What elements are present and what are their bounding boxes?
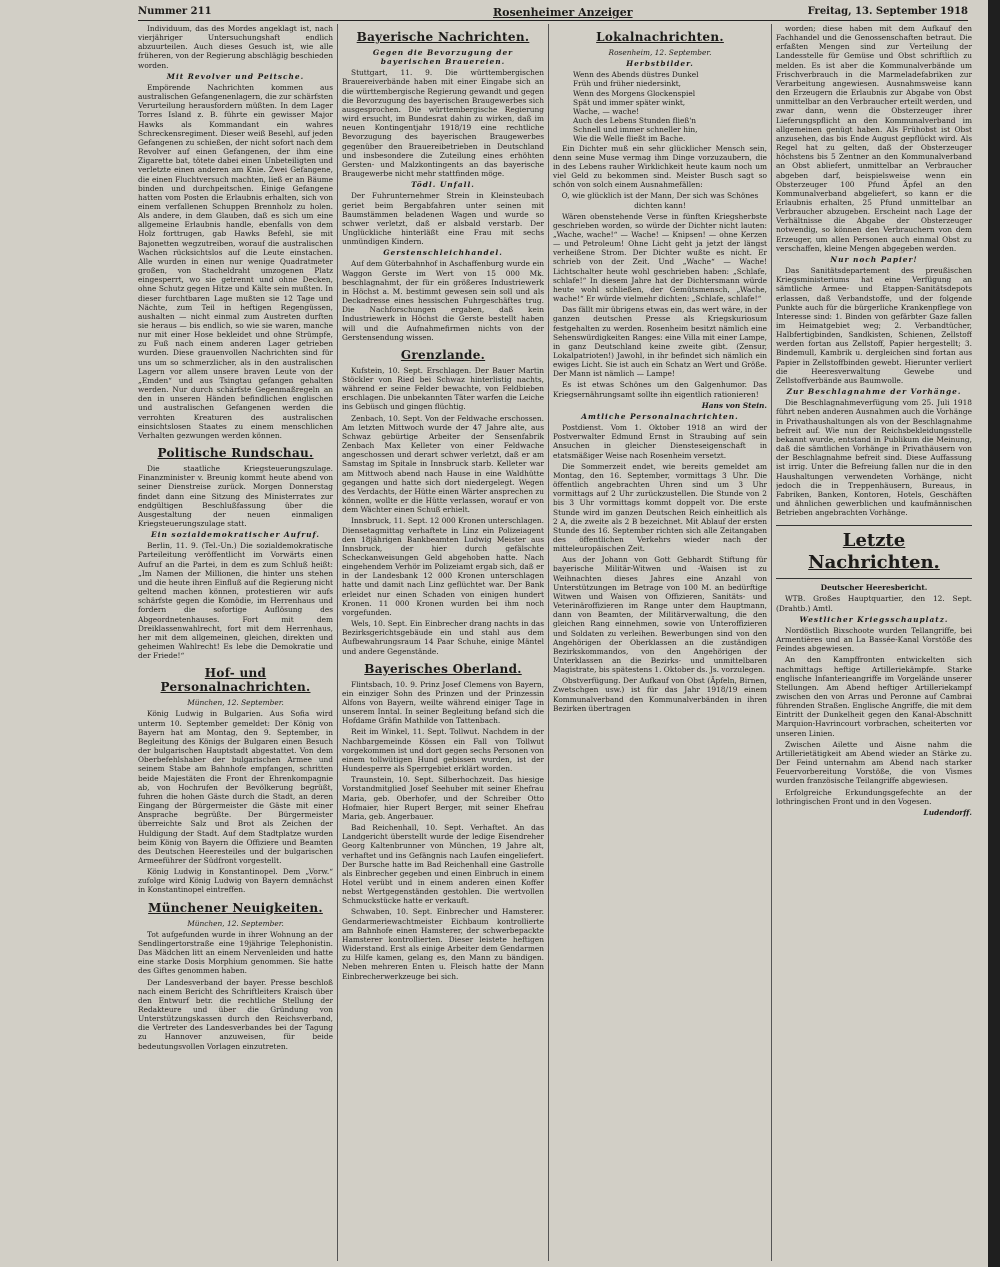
masthead-rule — [138, 20, 968, 21]
article-title: Amtliche Personalnachrichten. — [581, 411, 739, 421]
article-text: Postdienst. Vom 1. Oktober 1918 an wird der Postverwalter Edmund Ernst in Straubing auf sein Ansuchen in gleicher Diensteseigenschaft in etatsmäßiger Weise nach Rosenheim versetzt. — [553, 423, 767, 460]
article-text: Kufstein, 10. Sept. Erschlagen. Der Bauer Martin Stöckler von Ried bei Schwaz hinterlistig nachts, während er seine Felder bewachte, von Feldbieben erschlagen. Die unbekannten Täter warfen die Leiche ins Gebüsch und gingen flüchtig. — [342, 365, 544, 412]
poem-line: Schnell und immer schneller hin, — [573, 125, 698, 135]
article-title: Zur Beschlagnahme der Vorhänge. — [786, 387, 962, 397]
page-edge-shadow — [988, 0, 1000, 1267]
article-text: Auf dem Güterbahnhof in Aschaffenburg wurde ein Waggon Gerste im Wert von 15 000 Mk. beschlagnahmt, der für ein größeres Industriewerk in Höchst a. M. bestimmt gewesen sein soll und als Deckadresse eines hessischen Fuhrgeschäftes trug. Die Nachforschungen ergaben, daß kein Industriewerk in Höchst die Gerste bestellt haben will und die Aufnahmefirmen nichts von der Gerstensendung wissen. — [342, 259, 544, 342]
dateline: Rosenheim, 12. September. — [608, 48, 712, 57]
article-text: Zenbach, 10. Sept. Von der Feldwache erschossen. Am letzten Mittwoch wurde der 47 Jahre alte, aus Schwaz gebürtige Arbeiter der Sensenfabrik Zenbach Max Kelleter von einer Feldwache angeschossen und derart schwer verletzt, daß er am Samstag im Spitale in Innsbruck starb. Kelleter war am Mittwoch abend nach Hause in eine Waldhütte gegangen und hatte sich dort niedergelegt. Wegen des Verdachts, der Hütte einen Wärter ansprechen zu können, wollte er die Hütte verlassen, worauf er von dem Wächter einen Schuß erhielt. — [342, 413, 544, 515]
column-divider — [548, 24, 549, 1261]
article-text: Der Fuhrunternehmer Strein in Kleinsteubach geriet beim Bergabfahren unter seinen mit Baumstämmen beladenen Wagen und wurde so schwer verletzt, daß er alsbald verstarb. Der Unglückliche hinterläßt eine Frau mit sechs unmündigen Kindern. — [342, 191, 544, 247]
issue-number: Nummer 211 — [138, 6, 212, 17]
article-text: König Ludwig in Konstantinopel. Dem „Vorw.“ zufolge wird König Ludwig von Bayern demnächst in Konstantinopel eintreffen. — [138, 867, 333, 895]
poem-line: Wenn des Morgens Glockenspiel — [573, 88, 696, 98]
issue-date: Freitag, 13. September 1918 — [807, 6, 968, 17]
poem-line: Früh und früher niedersinkt, — [573, 79, 682, 89]
article-text: Das fällt mir übrigens etwas ein, das wert wäre, in der ganzen deutschen Presse als Kriegskuriosum festgehalten zu werden. Rosenheim besitzt nämlich eine Sehenswürdigkeiten Ranges: eine Villa mit einer Lampe, in ganz Deutschland keine zweite gibt. (Zensur, Lokalpatrioten!) Jawohl, in ihr befindet sich nämlich ein ewiges Licht. Sie ist auch ein Schatz an Wert und Größe. Der Mann ist nämlich — Lampe! — [553, 305, 767, 379]
section-heading: Bayerische Nachrichten. — [356, 30, 530, 44]
poem-line: Wache, — wache! — [573, 106, 640, 116]
article-text: Bad Reichenhall, 10. Sept. Verhaftet. An das Landgericht überstellt wurde der ledige Eisendreher Georg Kaltenbrunner von München, 19 Jahre alt, verhaftet und ins Gefängnis nach Laufen eingeliefert. Der Bursche hatte im Bad Reichenhall eine Gastrolle als Einbrecher gegeben und einen Einbruch in einem Hotel verübt und in einem anderen einen Koffer nebst Wertgegenständen gestohlen. Die wertvollen Schmuckstücke hatte er verkauft. — [342, 823, 544, 906]
poem-line: Spät und immer später winkt, — [573, 97, 686, 107]
article-text: An den Kampffronten entwickelten sich nachmittags heftige Artilleriekämpfe. Starke englische Infanterieangriffe im Vorgelände unserer Stellungen. Am Abend heftiger Artilleriekampf zwischen den von Arras und Peronne auf Cambrai führenden Straßen. Englische Angriffe, die mit dem Eintritt der Dunkelheit gegen den Kanal-Abschnitt Marquion-Havrincourt vorbrachen, scheiterten vor unseren Linien. — [776, 655, 972, 738]
masthead — [138, 3, 968, 21]
article-title: Westlicher Kriegsschauplatz. — [799, 614, 949, 624]
article-text: Das Sanitätsdepartement des preußischen Kriegsministeriums hat eine Verfügung an sämtliche Armee- und Etappen-Sanitätsdepots erlassen, daß Verbandstoffe, und der folgende Punkte auch für die bürgerliche Krankenpflege von Interesse sind: 1. Binden von gefärbter Gaze fallen im Heimatgebiet weg; 2. Verbandtücher, Halbfertigbinden, Sandkisten, Schienen, Zellstoff werden fortan aus Zellstoff, Papier hergestellt; 3. Bindemull, Kambrik u. dergleichen sind fortan aus Papier in Zellstoffbinden gewebt. Hierunter verliert die Heeresverwaltung Gewebe und Zellstoffverbände aus Baumwolle. — [776, 266, 972, 385]
article-text: Nordöstlich Bixschoote wurden Tellangriffe, bei Armentières und an La Bassée-Kanal Vorstöße des Feindes abgewiesen. — [776, 625, 972, 654]
newspaper-name: Rosenheimer Anzeiger — [493, 6, 633, 19]
report-title: Deutscher Heeresbericht. — [820, 583, 928, 593]
article-title: Tödl. Unfall. — [411, 180, 475, 190]
article-text: Individuum, das des Mordes angeklagt ist, nach vierjähriger Untersuchungshaft endlich abzuurteilen. Auch dieses Gesuch ist, wie alle früheren, von der Regierung abschlägig beschieden worden. — [138, 24, 333, 70]
article-text: Die Beschlagnahmeverfügung vom 25. Juli 1918 führt neben anderen Ausnahmen auch die Vorhänge in Privathaushaltungen als von der Beschlagnahme befreit auf. Wie nun der Reichsbekleidungsstelle bekannt wurde, entstand in Publikum die Meinung, daß die sämtlichen Vorhänge in Privathäusern von der Beschlagnahme befreit sind. Diese Auffassung ist irrig. Unter die Befreiung fallen nur die in den Haushaltungen verwendeten Vorhänge, nicht jedoch die in Treppenhäusern, Bureaus, in Fabriken, Banken, Kontoren, Hotels, Geschäften und ähnlichen gewerblichen und kaufmännischen Betrieben angebrachten Vorhänge. — [776, 398, 972, 518]
article-title: Herbstbilder. — [626, 59, 694, 69]
article-text: Es ist etwas Schönes um den Galgenhumor. Das Kriegsernährungsamt sollte ihn eigentlich rationieren! — [553, 380, 767, 399]
article-title: Gerstenschleichhandel. — [383, 248, 503, 258]
column-3 — [553, 24, 767, 1261]
article-text: König Ludwig in Bulgarien. Aus Sofia wird unterm 10. September gemeldet: Der König von Bayern hat am Montag, den 9. September, in Begleitung des Königs der Bulgaren einen Besuch der bulgarischen Hauptstadt abgestattet. Von dem Oberbefehlshaber der bulgarischen Armee und seinem Stabe am Bahnhofe empfangen, schritten beide Majestäten die Front der Ehrenkompagnie ab, von Hochrufen der Bevölkerung begrüßt, fuhren die hohen Gäste durch die Stadt, an deren Eingang der Bürgermeister die Gäste mit einer Ansprache begrüßte. Der Bürgermeister überreichte Salz und Brot als Zeichen der Huldigung der Stadt. Auf dem Stadtplatze wurden beim König von Bayern die Offiziere und Beamten des Deutschen Heeresteiles und der bulgarischen Armeeführer der Südfront vorgestellt. — [138, 709, 333, 865]
article-text: Ein Dichter muß ein sehr glücklicher Mensch sein, denn seine Muse vermag ihm Dinge vorzuzaubern, die in des Lebens rauher Wirklichkeit heute kaum noch um viel Geld zu bekommen sind. Meister Busch sagt so schön von solch einem Ausnahmefällen: — [553, 143, 767, 190]
section-heading: Münchener Neuigkeiten. — [148, 900, 323, 915]
article-text: Reit im Winkel, 11. Sept. Tollwut. Nachdem in der Nachbargemeinde Kössen ein Fall von Tollwut vorgekommen ist und dort gegen sechs Personen von einem tollwütigen Hund gebissen wurden, ist der Hundesperre als Sperrgebiet erklärt worden. — [342, 727, 544, 774]
poem-line: Auch des Lebens Stunden fließ'n — [573, 116, 697, 126]
article-text: Flintsbach, 10. 9. Prinz Josef Clemens von Bayern, ein einziger Sohn des Prinzen und der Prinzessin Alfons von Bayern, weilte während einiger Tage in unserem Inntal. In seiner Begleitung befand sich die Hofdame Gräfin Mathilde von Tattenbach. — [342, 679, 544, 726]
poem — [553, 70, 767, 143]
article-title: Ein sozialdemokratischer Aufruf. — [151, 530, 320, 540]
article-text: Wären obenstehende Verse in fünften Kriegsherbste geschrieben worden, so würde der Dichter nicht lauten: „Wache, wache!“ — Wache! — Knipsen! — ohne Kerzen — und Petroleum! Ohne Licht geht ja jetzt der längst verheißene Strom. Der Dichter wußte es nicht. Er schrieb von der Zeit. Und „Wache“ — Wache! Lichtschalter heute wohl geschrieben haben: „Schlafe, schlafe!“ In diesem Jahre hat der Dichtersmann würde heute wohl schließen, der Gemütsmensch, „Wache, wache!“ Er würde vielmehr dichten: „Schlafe, schlafe!“ — [553, 211, 767, 304]
section-heading: Bayerisches Oberland. — [364, 661, 522, 676]
article-text: Aus der Johann von Gott Gebhardt Stiftung für bayerische Militär-Witwen und -Waisen ist zu Weihnachten dieses Jahres eine Anzahl von Unterstützungen im Betrage von 100 M. an bedürftige Witwen und Waisen von Offizieren, Sanitäts- und Veterinäroffizieren im Range unter dem Hauptmann, dann von Beamten, der Militärverwaltung, die den gleichen Rang einnehmen, sowie von Unteroffizieren und Soldaten zu verleihen. Bewerbungen sind von den Angehörigen der Oberklassen an die zuständigen Bezirkskommandos, von den Angehörigen der Unterklassen an die Bezirks- und unmittelbaren Magistrate, bis spätestens 1. Oktober ds. Js. vorzulegen. — [553, 555, 767, 675]
latest-news-heading: Letzte Nachrichten. — [776, 525, 972, 579]
article-text: Obstverfügung. Der Aufkauf von Obst (Äpfeln, Birnen, Zwetschgen usw.) ist für das Jahr 1918/19 einem Kommunalverband den Kommunalverbänden in ihren Bezirken übertragen — [553, 676, 767, 713]
section-heading: Lokalnachrichten. — [596, 30, 724, 44]
article-text: Der Landesverband der bayer. Presse beschloß nach einem Bericht des Schriftleiters Kraisch über den Entwurf betr. die rechtliche Stellung der Redakteure und über die Gründung von Unterstützungskassen durch den Reichsverband, die Vertreter des Landesverbandes bei der Tagung zu Hannover anzuweisen, für beide bedeutungsvollen Vorlagen einzutreten. — [138, 977, 333, 1051]
column-divider — [337, 24, 338, 1261]
column-1 — [138, 24, 333, 1261]
article-text: Die staatliche Kriegsteuerungszulage. Finanzminister v. Breunig kommt heute abend von seiner Dienstreise zurück. Morgen Donnerstag findet dann eine Sitzung des Ministerrates zur endgültigen Beschlußfassung über die Ausgestaltung der neuen einmaligen Kriegsteuerungszulage statt. — [138, 464, 333, 528]
article-text: Empörende Nachrichten kommen aus australischen Gefangenenlagern, die zur schärfsten Verurteilung herausfordern müßten. In dem Lager Torres Island z. B. führte ein gewisser Major Hawks als Kommandant ein wahres Schreckensregiment. Dieser weiß Besehl, auf jeden Gefangenen zu schießen, der nicht sofort nach dem Revolver auf einen Gefangenen, der ihm eine Zigarette bat, tötete dabei einen Unbeteiligten und verletzte einen anderen am Knie. Zwei Gefangene, die einen Fluchtversuch machten, ließ er an Bäume binden und durchpeitschen. Einige Gefangene hatten vom Posten die Erlaubnis erhalten, sich von einem verfallenen Schuppen Brennholz zu holen. Als andere, in dem Glauben, daß es sich um eine allgemeine Erlaubnis handle, ebenfalls von dem Holz forttrugen, gab Hawks Befehl, sie mit Bajonetten wegzutreiben, worauf die australischen Wachen rücksichtslos auf die Leute einstachen. Alle wurden in einen nur wenige Quadratmeter großen, von Stacheldraht umzogenen Platz eingesperrt, wo sie getrennt und ohne Decken, ohne Schutz gegen Hitze und Kälte sein mußten. In dieser furchtbaren Lage mußten sie 12 Tage und Nächte, zum Teil in heftigen Regengüssen, aushalten — nicht einmal zum Austreten durften sie heraus — bis endlich, so wie sie waren, manche nur mit einer Hose bekleidet und ohne Strümpfe, zu Fuß nach einem anderen Lager getrieben wurden. Diese grauenvollen Nachrichten sind für uns um so schmerzlicher, als in den australischen Lagern vor allem unsere braven Leute von der „Emden“ und aus Tsingtau gefangen gehalten werden. Nur durch schärfste Gegenmaßregeln an den in unseren Händen befindlichen englischen und australischen Gefangenen werden die verrohten Kreaturen des australischen einsichtslosen Staates zu einem menschlichen Verhalten gezwungen werden können. — [138, 82, 333, 440]
column-2 — [342, 24, 544, 1261]
article-title: Mit Revolver und Peitsche. — [166, 71, 305, 81]
dateline: München, 12. September. — [187, 918, 284, 928]
section-heading: Grenzlande. — [400, 347, 486, 362]
verse: O, wie glücklich ist der Mann, Der sich was Schönes dichten kann! — [561, 191, 759, 210]
article-text: Die Sommerzeit endet, wie bereits gemeldet am Montag, den 16. September, vormittags 3 Uhr. Die öffentlich angebrachten Uhren sind um 3 Uhr vormittags auf 2 Uhr zurückzustellen. Die Stunde von 2 bis 3 Uhr vormittags kommt doppelt vor. Die erste Stunde wird im ganzen Deutschen Reich einheitlich als 2 A, die zweite als 2 B bezeichnet. Mit Ablauf der ersten Stunde des 16. September richten sich alle Zeitangaben des öffentlichen Verkehrs wieder nach der mitteleuropäischen Zeit. — [553, 461, 767, 554]
article-text: worden; diese haben mit dem Aufkauf den Fachhandel und die Genossenschaften betraut. Die erfaßten Mengen sind zur Verteilung der Landesstelle für Gemüse und Obst schriftlich zu melden. Es ist aber die Kommunalverbände um Frischverbrauch in die Marmeladefabriken zur Verarbeitung angewiesen. Ausnahmsweise kann den Erzeugern die Erlaubnis zur Abgabe von Obst unmittelbar an den Verbraucher erteilt werden, und zwar dann, wenn die Obsterzeuger ihrer Lieferungspflicht an den Kommunalverband im allgemeinen genügt haben. Als Frühobst ist Obst anzusehen, das bis Ende August gepflückt wird. Als Regel hat zu gelten, daß der Obsterzeuger höchstens bis 5 Zentner an den Kommunalverband an Obst abliefert, unmittelbar an Verbraucher abgeben darf, beispielsweise wenn ein Obsterzeuger 100 Pfund Äpfel an den Kommunalverband abgeliefert, so kann er die Erlaubnis erhalten, 25 Pfund unmittelbar an Verbraucher abzugeben. Erscheint nach Lage der Verhältnisse die Abgabe der Obsterzeuger notwendig, so können den Verbrauchern von dem Erzeuger, um allen Personen auch einmal Obst zu verschaffen, kleine Mengen abgegeben werden. — [776, 24, 972, 253]
article-text: Erfolgreiche Erkundungsgefechte an der lothringischen Front und in den Vogesen. — [776, 787, 972, 806]
article-text: Stuttgart, 11. 9. Die württembergischen Brauereiverbände haben mit einer Eingabe sich an die württembergische Regierung gewandt und gegen die Bevorzugung des bayerischen Braugewerbes sich ausgesprochen. Die württembergische Regierung wird ersucht, im Bundesrat dahin zu wirken, daß im neuen Kontingentjahr 1918/19 eine rechtliche Bevorzugung des bayerischen Braugewerbes gegenüber den Brauereibetrieben in Deutschland und insbesondere die Zuteilung eines erhöhten Gersten- und Malzkontingents an das bayerische Braugewerbe nicht mehr stattfinden möge. — [342, 68, 544, 179]
author-signature: Ludendorff. — [923, 807, 972, 817]
report-dateline: WTB. Großes Hauptquartier, den 12. Sept. (Drahtb.) Amtl. — [776, 594, 972, 613]
author-signature: Hans von Stein. — [701, 400, 767, 410]
article-text: Tot aufgefunden wurde in ihrer Wohnung an der Sendlingertorstraße eine 19jährige Telephonistin. Das Mädchen litt an einem Nervenleiden und hatte eine starke Dosis Morphium genommen. Sie hatte des Giftes genommen haben. — [138, 929, 333, 976]
article-text: Wels, 10. Sept. Ein Einbrecher drang nachts in das Bezirksgerichtsgebäude ein und stahl aus dem Aufbewahrungsraum 14 Paar Schuhe, einige Mäntel und andere Gegenstände. — [342, 619, 544, 656]
article-text: Innsbruck, 11. Sept. 12 000 Kronen unterschlagen. Diensetagmittag verhaftete in Linz ein Polizeiagent den 18jährigen Bankbeamten Ludwig Meister aus Innsbruck, der hier durch gefälschte Scheckanweisungen Geld abgehoben hatte. Nach eingehendem Verhör im Polizeiamt ergab sich, daß er in der Landesbank 12 000 Kronen unterschlagen hatte und damit nach Linz geflüchtet war. Der Bank erleidet nur einen Schaden von einigen hundert Kronen. 11 000 Kronen wurden bei ihm noch vorgefunden. — [342, 516, 544, 617]
column-divider — [771, 24, 772, 1261]
article-title: Gegen die Bevorzugung der bayerischen Brauereien. — [372, 48, 514, 67]
article-text: Zwischen Ailette und Aisne nahm die Artillerietätigkeit am Abend wieder an Stärke zu. Der Feind unternahm am Abend nach starker Feuervorbereitung Vorstöße, die von Vismes wurden französische Teilangriffe abgewiesen. — [776, 739, 972, 786]
poem-line: Wenn des Abends düstres Dunkel — [573, 70, 699, 80]
dateline: München, 12. September. — [187, 698, 284, 708]
poem-line: Wie die Welle fließt im Bache. — [573, 134, 686, 144]
section-heading: Politische Rundschau. — [157, 446, 314, 461]
section-heading: Hof- und Personalnachrichten. — [160, 666, 311, 695]
article-text: Schwaben, 10. Sept. Einbrecher und Hamsterer. Gendarmeriewachtmeister Eichbaum kontrollierte am Bahnhofe einen Hamsterer, der schwerbepackte Hamsterer kontrollierten. Dieser leistete heftigen Widerstand. Erst als einige Arbeiter dem Gendarmen zu Hilfe kamen, gelang es, den Mann zu bändigen. Neben mehreren Enten u. Fleisch hatte der Mann Einbrecherwerkzeuge bei sich. — [342, 907, 544, 981]
column-4 — [776, 24, 972, 1261]
article-title: Nur noch Papier! — [830, 254, 918, 264]
article-text: Berlin, 11. 9. (Tel.-Un.) Die sozialdemokratische Parteileitung veröffentlicht im Vorwärts einen Aufruf an die Partei, in dem es zum Schluß heißt: „Im Namen der Millionen, die hinter uns stehen und die heute ihren Einfluß auf die Regierung nicht geltend machen können, protestieren wir aufs schärfste gegen die Komödie, im Herrenhaus und fordern die sofortige Auflösung des Abgeordnetenhauses. Fort mit dem Dreiklassenwahlrecht, fort mit dem Herrenhaus, her mit dem allgemeinen, gleichen, direkten und geheimen Wahlrecht! Es lebe die Demokratie und der Friede!“ — [138, 541, 333, 661]
article-text: Traunstein, 10. Sept. Silberhochzeit. Das hiesige Vorstandmitglied Josef Seehuber mit seiner Ehefrau Maria, geb. Oberhofer, und der Schreiber Otto Hofmaier, hier Rupert Berger, mit seiner Ehefrau Maria, geb. Angerbauer. — [342, 775, 544, 821]
